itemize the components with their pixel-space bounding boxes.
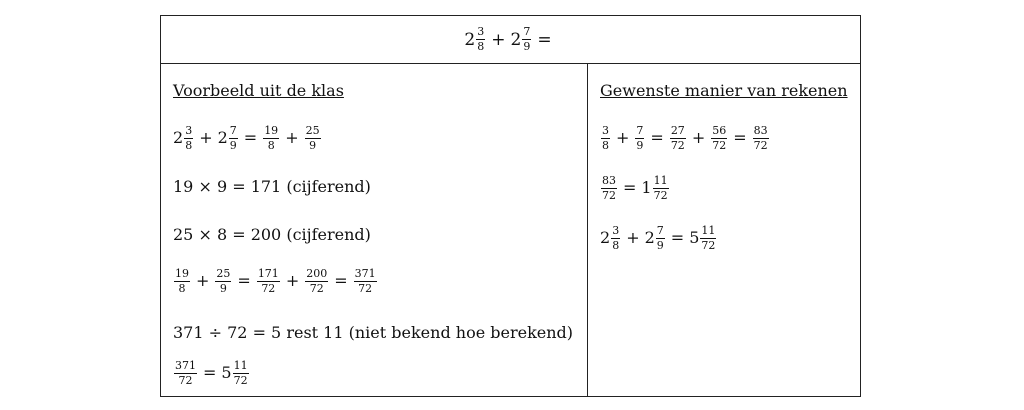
fraction: $\frac{19}{8}$ [264,124,279,152]
fraction: $\frac{3}{8}$ [477,25,485,53]
left-column-heading: Voorbeeld uit de klas [173,81,344,100]
comparison-table [160,15,861,397]
fraction: $\frac{7}{9}$ [636,124,644,152]
left-line-3: 25 × 8 = 200 (cijferend) [173,225,371,244]
fraction: $\frac{11}{72}$ [233,359,248,387]
left-line-6: $\frac{371}{72}$ = 5 $\frac{11}{72}$ [175,359,248,387]
fraction: $\frac{371}{72}$ [175,359,196,387]
fraction: $\frac{171}{72}$ [257,267,279,295]
fraction: $\frac{83}{72}$ [753,124,768,152]
left-line-1: 2 $\frac{3}{8}$ + 2 $\frac{7}{9}$ = $\frac{19}{8}$ + $\frac{25}{9}$ [173,124,320,152]
fraction: $\frac{25}{9}$ [216,267,231,295]
mixed-number-whole: 2 [510,29,522,50]
right-line-2: $\frac{83}{72}$ = 1 $\frac{11}{72}$ [602,174,668,202]
fraction: $\frac{11}{72}$ [653,174,668,202]
operator: = [537,29,552,50]
fraction: $\frac{56}{72}$ [712,124,727,152]
mixed-number-whole: 2 [464,29,476,50]
fraction: $\frac{200}{72}$ [306,267,328,295]
fraction: $\frac{19}{8}$ [175,267,189,295]
right-line-1: $\frac{3}{8}$ + $\frac{7}{9}$ = $\frac{27}{72}$ + $\frac{56}{72}$ = $\frac{83}{72}$ [602,124,768,152]
right-line-3: 2 $\frac{3}{8}$ + 2 $\frac{7}{9}$ = 5 $\frac{11}{72}$ [600,224,716,252]
fraction: $\frac{7}{9}$ [656,224,664,252]
fraction: $\frac{371}{72}$ [354,267,376,295]
right-column [588,63,860,396]
operator: + [491,29,506,50]
left-line-5: 371 ÷ 72 = 5 rest 11 (niet bekend hoe berekend) [173,323,574,342]
fraction: $\frac{3}{8}$ [612,224,620,252]
fraction: $\frac{3}{8}$ [185,124,193,152]
left-line-2: 19 × 9 = 171 (cijferend) [173,177,371,196]
fraction: $\frac{25}{9}$ [305,124,320,152]
fraction: $\frac{27}{72}$ [670,124,685,152]
left-line-4: $\frac{19}{8}$ + $\frac{25}{9}$ = $\frac{171}{72}$ + $\frac{200}{72}$ = $\frac{371}{72}$ [175,267,376,295]
fraction: $\frac{83}{72}$ [602,174,616,202]
fraction: $\frac{11}{72}$ [701,224,716,252]
table-header-expression [161,16,860,64]
fraction: $\frac{7}{9}$ [229,124,237,152]
fraction: $\frac{7}{9}$ [523,25,531,53]
right-column-heading: Gewenste manier van rekenen [600,81,848,100]
fraction: $\frac{3}{8}$ [602,124,609,152]
left-column [161,63,587,396]
